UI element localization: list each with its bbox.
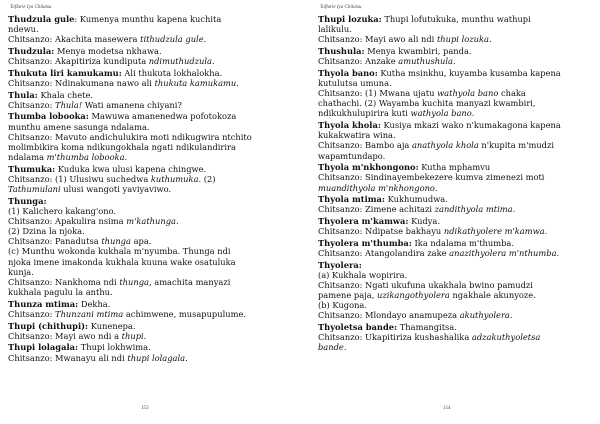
dictionary-entry xyxy=(318,68,580,119)
entry-line xyxy=(318,151,580,161)
text-run: Chitsanzo: Mavuto andichulukira moti ndikugwira ntchito xyxy=(8,131,252,142)
text-run: Chitsanzo: (1) Mwana ujatu xyxy=(318,88,438,99)
entry-line xyxy=(8,277,270,287)
text-run: ndewu. xyxy=(8,24,39,35)
page-number: 154 xyxy=(443,406,451,411)
entry-line xyxy=(8,216,270,226)
example-term: anazithyolera m'nthumba xyxy=(449,247,557,258)
entry-definition-line xyxy=(8,46,270,56)
text-run: Kudya. xyxy=(408,215,441,226)
entry-line xyxy=(318,226,580,236)
example-term: ndimuthudzula xyxy=(148,56,212,67)
text-run: Chitsanzo: Akachita masewera xyxy=(8,34,141,45)
headword: Thupi lozuka: xyxy=(318,14,382,24)
text-run: Chitsanzo: xyxy=(8,99,56,110)
example-term: bande xyxy=(318,342,344,353)
text-run: . xyxy=(143,330,147,341)
text-run: Chitsanzo: (1) Ulusiwu suchedwa xyxy=(8,173,151,184)
entry-definition-line xyxy=(318,322,580,332)
text-run: . xyxy=(124,152,128,163)
entry-line xyxy=(318,98,580,108)
entry-line xyxy=(8,34,270,44)
entries xyxy=(8,14,270,364)
entry-line xyxy=(8,206,270,216)
text-run: . (2) xyxy=(198,173,216,184)
text-run: ndalama xyxy=(8,152,47,163)
entry-line xyxy=(318,342,580,352)
text-run: Thupi lokhwima. xyxy=(78,342,151,353)
text-run: (c) Munthu wokonda kukhala m'nyumba. Thunga ndi xyxy=(8,246,231,257)
example-term: tithudzula gule xyxy=(140,34,204,45)
entry-line xyxy=(318,24,580,34)
entry-line xyxy=(8,246,270,256)
dictionary-entry xyxy=(318,216,580,236)
text-run: chathachi. (2) Wayamba kuchita manyazi kwambiri, xyxy=(318,98,536,109)
example-term: Thula! xyxy=(55,99,83,110)
text-run: ulusi wangoti yaviyaviwo. xyxy=(60,184,172,194)
entry-definition-line xyxy=(318,68,580,78)
text-run: : Kumenya munthu kapena kuchita xyxy=(74,14,222,24)
example-term: amuthushula xyxy=(398,56,453,67)
example-term: muandithyola m'nkhongono xyxy=(318,182,435,193)
dictionary-entry xyxy=(8,90,270,110)
entry-line xyxy=(318,56,580,66)
entry-definition-line xyxy=(318,194,580,204)
text-run: pamene paja, xyxy=(318,290,377,301)
text-run: lalikulu. xyxy=(318,24,352,35)
entry-definition-line xyxy=(8,14,270,24)
example-term: kuthumuka xyxy=(150,173,199,184)
text-run: Thupi lofutukuka, munthu wathupi xyxy=(381,14,531,24)
dictionary-entry xyxy=(8,342,270,362)
example-term: thupi xyxy=(121,330,144,341)
text-run: (2) Dzina la njoka. xyxy=(8,226,85,237)
example-term: wathyola bano xyxy=(437,88,499,99)
dictionary-entry xyxy=(8,321,270,341)
entry-definition-line xyxy=(318,14,580,24)
text-run: , amachita manyazi xyxy=(148,276,231,287)
text-run: Chitsanzo: Apakulira nsima xyxy=(8,215,127,226)
dictionary-entry xyxy=(318,46,580,66)
entry-line xyxy=(318,300,580,310)
entry-line xyxy=(8,353,270,363)
example-term: m'thumba lobooka xyxy=(46,152,125,163)
text-run: . xyxy=(544,226,548,237)
example-term: ndikathyolere m'kamwa xyxy=(443,226,545,237)
headword: Thupi (chithupi): xyxy=(8,320,89,331)
text-run: munthu amene sasunga ndalama. xyxy=(8,121,150,132)
example-term: akuthyolera xyxy=(459,310,510,321)
text-run: Chitsanzo: Ukapitiriza kushashalika xyxy=(318,332,472,343)
headword: Thyola khola: xyxy=(318,120,381,131)
text-run: . xyxy=(211,56,215,67)
entry-line xyxy=(318,332,580,342)
headword: Thumba lobooka: xyxy=(8,111,89,122)
text-run: Chitsanzo: Panadutsa xyxy=(8,236,102,247)
entry-definition-line xyxy=(8,90,270,100)
text-run: Chitsanzo: xyxy=(8,308,56,319)
text-run: Chitsanzo: Ndinakumana nawo ali xyxy=(8,77,155,88)
dictionary-entry xyxy=(8,196,270,298)
entry-line xyxy=(318,108,580,118)
headword: Thyoletsa bande: xyxy=(318,322,398,333)
headword: Thula: xyxy=(8,89,38,100)
text-run: kukhala pagulu la anthu. xyxy=(8,287,113,298)
entry-line xyxy=(318,88,580,98)
example-term: anathyola khola xyxy=(411,140,479,151)
entry-definition-line xyxy=(8,299,270,309)
entry-line xyxy=(8,257,270,267)
text-run: (1) Kalichero kakang'ono. xyxy=(8,205,117,216)
text-run: Kukhumudwa. xyxy=(384,194,448,205)
example-term: wathyola bano xyxy=(410,108,472,119)
text-run: Kuduka kwa ulusi kapena chingwe. xyxy=(55,163,207,174)
text-run: Khala chete. xyxy=(37,89,93,100)
entry-line xyxy=(8,122,270,132)
entry-line xyxy=(318,172,580,182)
entry-definition-line xyxy=(318,216,580,226)
headword: Thupi lolagala: xyxy=(8,342,79,353)
text-run: chaka xyxy=(498,88,526,99)
entry-definition-line xyxy=(8,342,270,352)
headword: Thudzula: xyxy=(8,45,55,56)
example-term: adzakuthyoletsa xyxy=(471,332,541,343)
text-run: Chitsanzo: Mlondayo anamupeza xyxy=(318,310,460,321)
example-term: thupi lozuka xyxy=(436,34,489,45)
dictionary-entry xyxy=(318,238,580,258)
entry-definition-line xyxy=(318,260,580,270)
entry-definition-line xyxy=(8,321,270,331)
example-term: thunga xyxy=(119,276,149,287)
text-run: Chitsanzo: Akapitiriza kundiputa xyxy=(8,56,149,67)
text-run: Chitsanzo: Ngati ukufuna ukakhala bwino pamudzi xyxy=(318,279,533,290)
headword: Thyolera m'thumba: xyxy=(318,237,412,248)
text-run: Chitsanzo: Ndipatse bakhayu xyxy=(318,226,444,237)
headword: Thyola mtima: xyxy=(318,194,385,205)
text-run: Chitsanzo: Zimene achitazi xyxy=(318,204,435,215)
entry-definition-line xyxy=(8,196,270,206)
dictionary-entry xyxy=(318,260,580,321)
text-run: . xyxy=(488,34,492,45)
headword: Thushula: xyxy=(318,45,365,56)
text-run: kunja. xyxy=(8,266,34,277)
headword: Thukuta liri kamukamu: xyxy=(8,67,122,78)
text-run: wapamtundapo. xyxy=(318,150,386,161)
entry-definition-line xyxy=(8,68,270,78)
entry-line xyxy=(8,152,270,162)
text-run: . xyxy=(236,77,239,88)
text-run: Chitsanzo: Sindinayembekezere kumva zimenezi moti xyxy=(318,172,545,183)
dictionary-entry xyxy=(8,14,270,44)
example-term: zandithyola mtima xyxy=(434,204,513,215)
dictionary-entry xyxy=(318,120,580,161)
right-page xyxy=(318,0,580,424)
entry-line xyxy=(318,280,580,290)
text-run: Menya kwambiri, panda. xyxy=(364,45,472,56)
entry-definition-line xyxy=(318,46,580,56)
text-run: Ali thukuta lokhalokha. xyxy=(121,67,223,78)
entry-line xyxy=(8,184,270,194)
headword: Thunga: xyxy=(8,195,47,206)
text-run: kutulutsa umuna. xyxy=(318,77,392,88)
dictionary-entry xyxy=(8,111,270,162)
entry-line xyxy=(8,226,270,236)
dictionary-entry xyxy=(318,322,580,352)
headword: Thyolera: xyxy=(318,259,362,270)
text-run: Menya modetsa nkhawa. xyxy=(54,45,162,56)
entry-line xyxy=(8,142,270,152)
text-run: . xyxy=(175,215,179,226)
text-run: apa. xyxy=(130,236,152,247)
entry-line xyxy=(318,183,580,193)
entry-definition-line xyxy=(318,162,580,172)
headword: Thudzula gule xyxy=(8,14,75,24)
left-page xyxy=(8,0,270,424)
text-run: . xyxy=(203,34,207,45)
entry-line xyxy=(8,287,270,297)
example-term: Tathumulani xyxy=(8,184,61,194)
text-run: ndikukhulupirira kuti xyxy=(318,108,411,119)
entry-line xyxy=(8,174,270,184)
example-term: thunga xyxy=(101,236,131,247)
entry-line xyxy=(8,132,270,142)
entry-line xyxy=(8,78,270,88)
entry-line xyxy=(318,290,580,300)
headword: Thyola bano: xyxy=(318,67,378,78)
text-run: . xyxy=(343,342,347,353)
text-run: Kutha msinkhu, kuyamba kusamba kapena xyxy=(377,67,561,78)
text-run: kukakwatira wina. xyxy=(318,130,396,141)
entry-definition-line xyxy=(8,164,270,174)
dictionary-entry xyxy=(8,46,270,66)
text-run: Kutha mphamvu xyxy=(418,162,491,173)
example-term: thupi lolagala xyxy=(127,352,186,363)
headword: Thumuka: xyxy=(8,163,56,174)
entry-definition-line xyxy=(318,238,580,248)
text-run: Dekha. xyxy=(78,298,111,309)
entry-line xyxy=(318,34,580,44)
text-run: Wati amanena chiyani? xyxy=(82,99,182,110)
entry-line xyxy=(8,236,270,246)
text-run: ngakhale akunyoze. xyxy=(449,290,536,301)
text-run: . xyxy=(434,182,438,193)
entries xyxy=(318,14,580,354)
entry-line xyxy=(318,248,580,258)
entry-definition-line xyxy=(318,120,580,130)
dictionary-entry xyxy=(8,299,270,319)
text-run: n'kupita m'mudzi xyxy=(478,140,555,151)
dictionary-entry xyxy=(318,14,580,44)
text-run: . xyxy=(556,247,560,258)
entry-line xyxy=(8,100,270,110)
text-run: (b) Kugona. xyxy=(318,300,368,311)
running-header: Toflarie Iya Chilatsu xyxy=(10,5,52,10)
entry-line xyxy=(318,270,580,280)
text-run: molimbikira koma ndikungokhala ngati ndikulandirira xyxy=(8,141,236,152)
text-run: Chitsanzo: Bambo aja xyxy=(318,140,412,151)
text-run: Chitsanzo: Mayi awo ndi a xyxy=(8,330,122,341)
headword: Thyola m'nkhongono: xyxy=(318,162,419,173)
page-number: 153 xyxy=(141,406,149,411)
text-run: . xyxy=(509,310,513,321)
headword: Thyolera m'kamwa: xyxy=(318,215,409,226)
entry-definition-line xyxy=(8,111,270,121)
text-run: Chitsanzo: Mayi awo ali ndi xyxy=(318,34,437,45)
entry-line xyxy=(318,310,580,320)
example-term: Thunzani mtima xyxy=(55,308,124,319)
dictionary-entry xyxy=(8,68,270,88)
text-run: . xyxy=(453,56,456,67)
running-header: Toflarie Iya Chilatsu xyxy=(320,5,362,10)
text-run: Chitsanzo: Anzake xyxy=(318,56,399,67)
example-term: m'kathunga xyxy=(126,215,176,226)
text-run: Kunenepa. xyxy=(88,320,136,331)
text-run: Kusiya mkazi wako n'kumakagona kapena xyxy=(380,120,561,131)
text-run: . xyxy=(185,352,188,363)
text-run: . xyxy=(471,108,475,119)
text-run: Chitsanzo: Nankhoma ndi xyxy=(8,276,120,287)
example-term: thukuta kamukamu xyxy=(154,77,237,88)
entry-line xyxy=(8,24,270,34)
entry-line xyxy=(8,56,270,66)
text-run: njoka imene imakonda kukhala kuuna wake osatuluka xyxy=(8,256,236,267)
text-run: Chitsanzo: Mwanayu ali ndi xyxy=(8,352,128,363)
entry-line xyxy=(318,204,580,214)
entry-line xyxy=(318,140,580,150)
entry-line xyxy=(8,267,270,277)
text-run: Ika ndalama m'thumba. xyxy=(411,237,514,248)
entry-line xyxy=(318,130,580,140)
text-run: Thamangitsa. xyxy=(397,322,457,333)
entry-line xyxy=(8,309,270,319)
entry-line xyxy=(318,78,580,88)
dictionary-entry xyxy=(8,164,270,194)
text-run: achimwene, musapupulume. xyxy=(123,308,246,319)
example-term: uzikangothyolera xyxy=(376,290,450,301)
text-run: Mawuwa amanenedwa pofotokoza xyxy=(88,111,237,122)
text-run: Chitsanzo: Atangolandira zake xyxy=(318,247,450,258)
entry-line xyxy=(8,331,270,341)
dictionary-entry xyxy=(318,194,580,214)
dictionary-entry xyxy=(318,162,580,192)
headword: Thunza mtima: xyxy=(8,298,79,309)
text-run: (a) Kukhala wopirira. xyxy=(318,269,408,280)
text-run: . xyxy=(512,204,516,215)
